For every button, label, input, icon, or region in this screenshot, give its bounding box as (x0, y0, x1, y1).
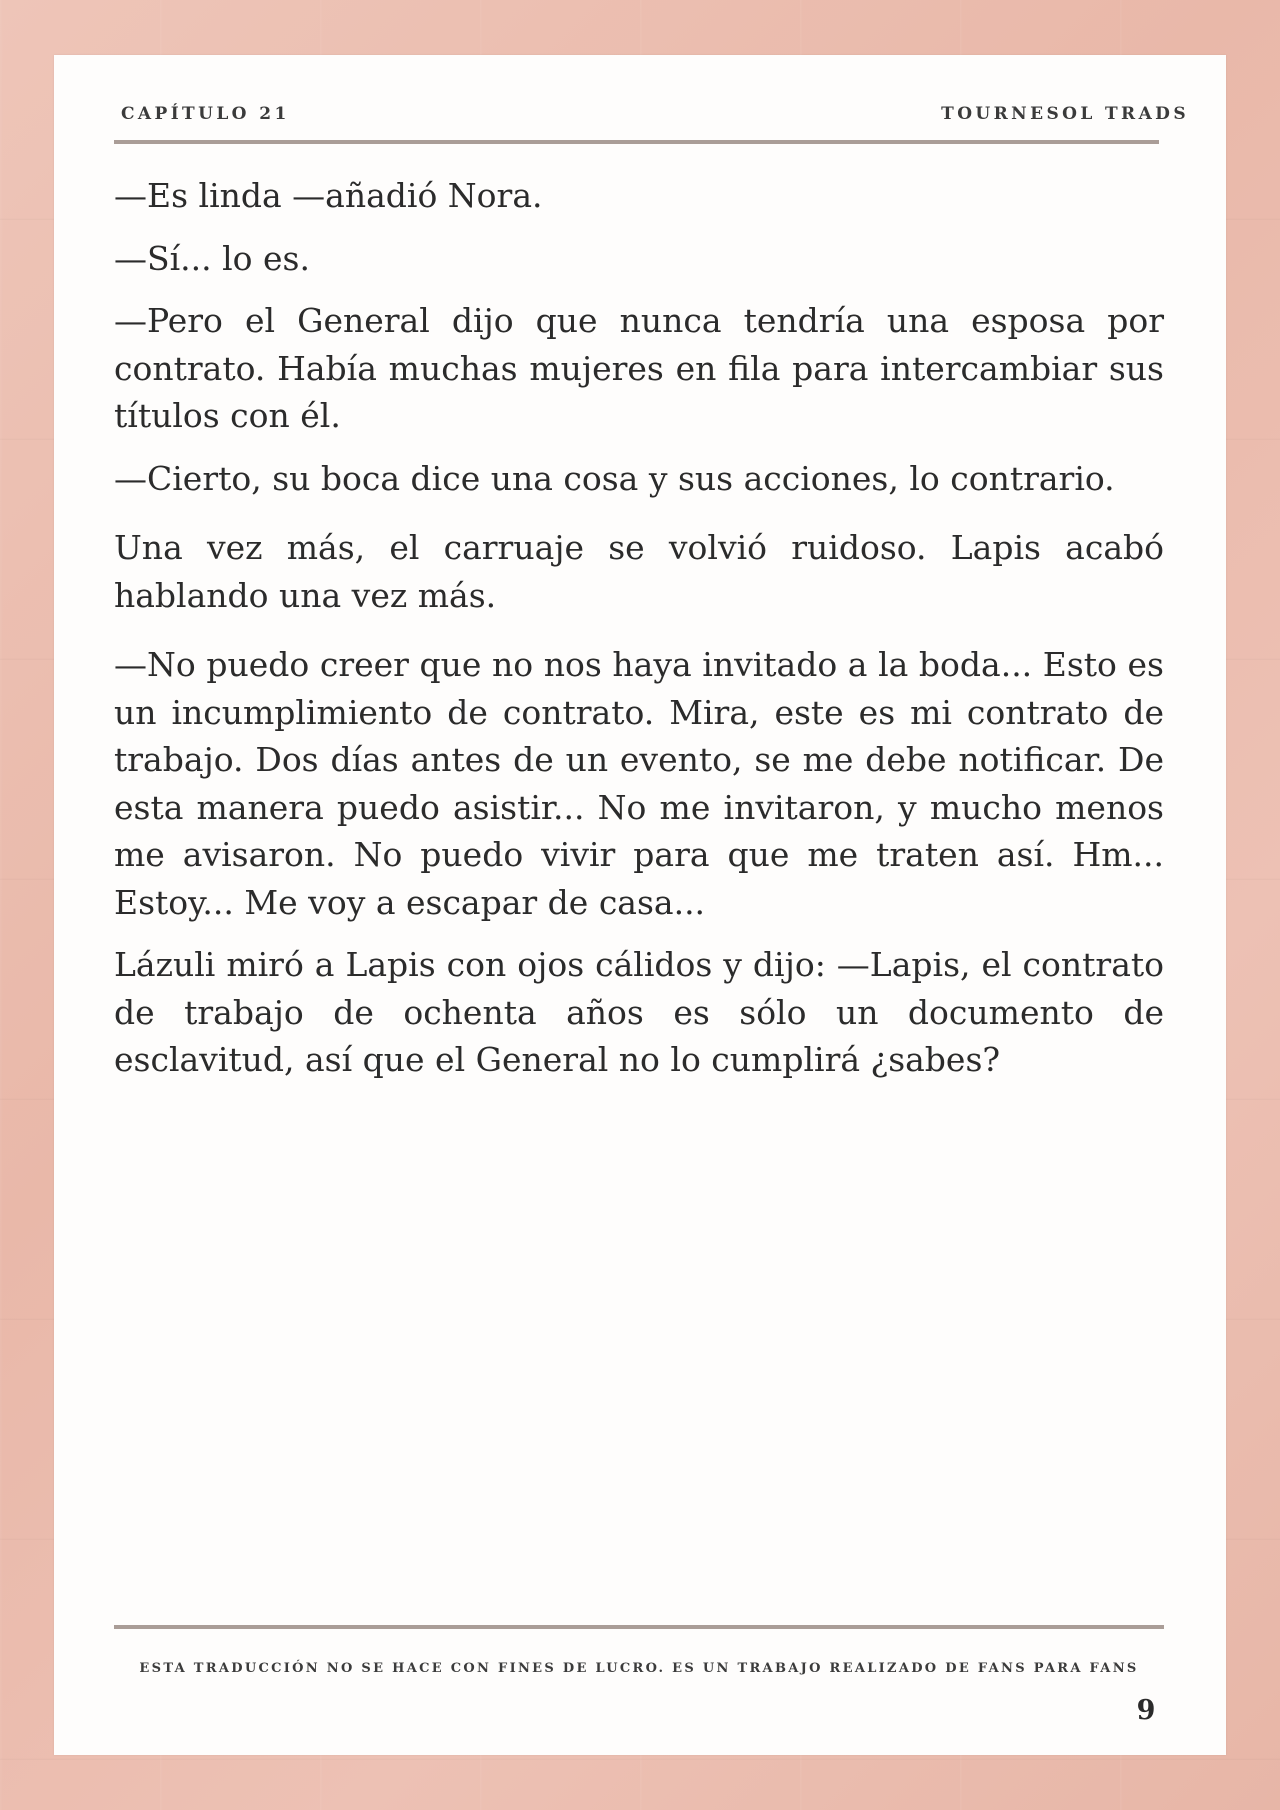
paragraph: Una vez más, el carruaje se volvió ruidoso. Lapis acabó hablando una vez más. (114, 528, 1164, 615)
page-number: 9 (1136, 1695, 1156, 1726)
footer-disclaimer: ESTA TRADUCCIÓN NO SE HACE CON FINES DE LUCRO. ES UN TRABAJO REALIZADO DE FANS PARA FANS (139, 1661, 1139, 1676)
footer-divider (114, 1625, 1164, 1629)
paragraph: —Es linda —añadió Nora. (114, 176, 543, 215)
paragraph: Lázuli miró a Lapis con ojos cálidos y dijo: —Lapis, el contrato de trabajo de ochenta años es sólo un documento de esclavitud, así que el General no lo cumplirá ¿sabes? (114, 945, 1164, 1079)
page-header (67, 104, 1189, 124)
header-divider (114, 140, 1159, 144)
group-name: TOURNESOL TRADS (941, 104, 1189, 124)
chapter-title: CAPÍTULO 21 (121, 104, 290, 124)
paragraph: —Cierto, su boca dice una cosa y sus acciones, lo contrario. (114, 458, 1115, 498)
paragraph: —Pero el General dijo que nunca tendría una esposa por contrato. Había muchas mujeres en fila para intercambiar sus títulos con él. (114, 301, 1164, 435)
paragraph: —Sí... lo es. (114, 238, 310, 278)
body-text (114, 172, 1164, 1099)
paragraph: —No puedo creer que no nos haya invitado a la boda... Esto es un incumplimiento de contrato. Mira, este es mi contrato de trabajo. Dos días antes de un evento, se me debe notificar. De esta manera puedo asistir... No me invitaron, y mucho menos me avisaron. No puedo vivir para que me traten así. Hm... Estoy... Me voy a escapar de casa... (114, 645, 1164, 922)
